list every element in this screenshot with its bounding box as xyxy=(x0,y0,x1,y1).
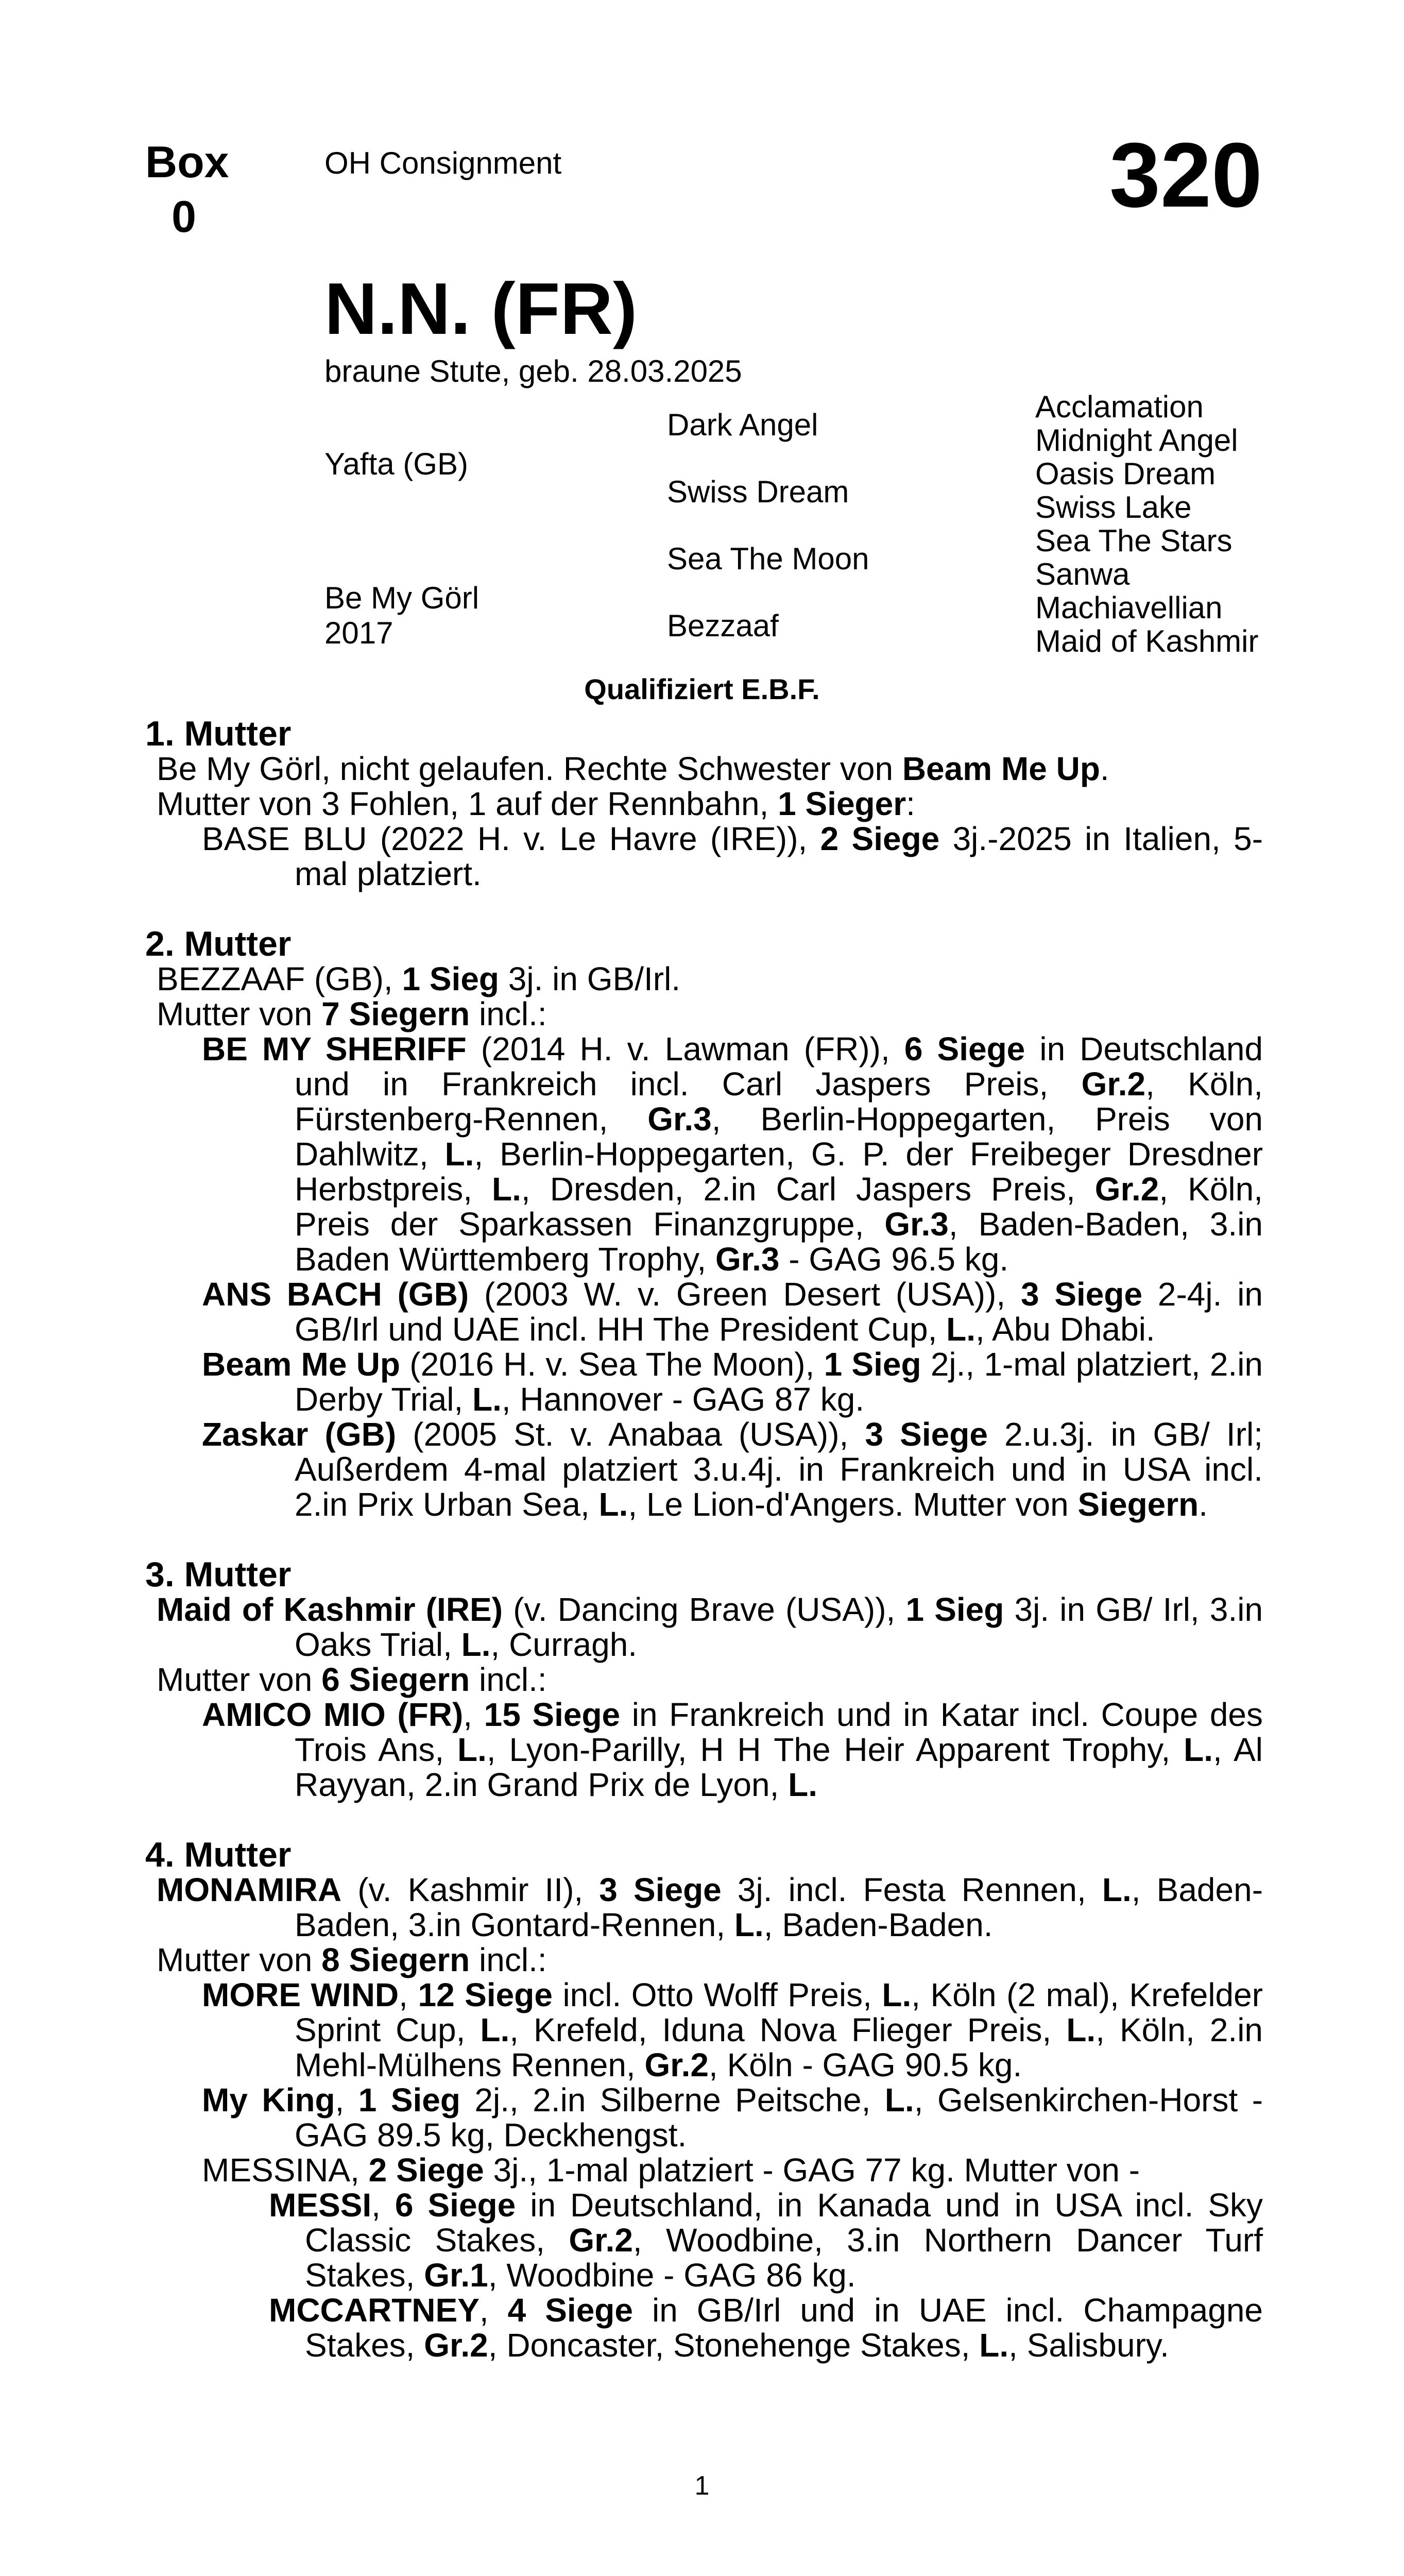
pedigree-gen3-3: Oasis Dream xyxy=(1035,456,1216,491)
section-4-grandoffspring-2: MCCARTNEY, 4 Siege in GB/Irl und in UAE incl. Champagne Stakes, Gr.2, Doncaster, Stonehenge Stakes, L., Salisbury. xyxy=(269,2292,1263,2364)
section-1-line-2: Mutter von 3 Fohlen, 1 auf der Rennbahn, 1 Sieger: xyxy=(157,785,915,822)
section-2-offspring-1: BE MY SHERIFF (2014 H. v. Lawman (FR)), 6 Siege in Deutschland und in Frankreich incl. Carl Jaspers Preis, Gr.2, Köln, Fürstenberg-Rennen, Gr.3, Berlin-Hoppegarten, Preis von Dahlwitz, L., Berlin-Hoppegarten, G. P. der Freibeger Dresdner Herbstpreis, L., Dresden, 2.in Carl Jaspers Preis, Gr.2, Köln, Preis der Sparkassen Finanzgruppe, Gr.3, Baden-Baden, 3.in Baden Württemberg Trophy, Gr.3 - GAG 96.5 kg. xyxy=(202,1030,1263,1278)
pedigree-gen3-6: Sanwa xyxy=(1035,557,1130,591)
pedigree-gen2-1: Dark Angel xyxy=(667,408,818,442)
lot-number: 320 xyxy=(1109,124,1262,226)
section-1-line-1: Be My Görl, nicht gelaufen. Rechte Schwester von Beam Me Up. xyxy=(157,750,1109,787)
horse-description: braune Stute, geb. 28.03.2025 xyxy=(324,354,742,388)
pedigree-gen2-2: Swiss Dream xyxy=(667,474,849,509)
section-4-title: 4. Mutter xyxy=(145,1835,292,1874)
section-2-offspring-4: Zaskar (GB) (2005 St. v. Anabaa (USA)), 3 Siege 2.u.3j. in GB/ Irl; Außerdem 4-mal platziert 3.u.4j. in Frankreich und in USA incl. 2.in Prix Urban Sea, L., Le Lion-d'Angers. Mutter von Siegern. xyxy=(202,1416,1263,1523)
qualification-note: Qualifiziert E.B.F. xyxy=(584,673,820,705)
section-4-offspring-1: MORE WIND, 12 Siege incl. Otto Wolff Preis, L., Köln (2 mal), Krefelder Sprint Cup, L., Krefeld, Iduna Nova Flieger Preis, L., Köln, 2.in Mehl-Mülhens Rennen, Gr.2, Köln - GAG 90.5 kg. xyxy=(202,1976,1263,2083)
pedigree-gen2-3: Sea The Moon xyxy=(667,541,869,576)
section-1-title: 1. Mutter xyxy=(145,714,292,753)
section-2-offspring-2: ANS BACH (GB) (2003 W. v. Green Desert (USA)), 3 Siege 2-4j. in GB/Irl und UAE incl. HH The President Cup, L., Abu Dhabi. xyxy=(202,1276,1263,1348)
pedigree-gen2-4: Bezzaaf xyxy=(667,608,779,643)
pedigree-gen3-1: Acclamation xyxy=(1035,389,1204,424)
section-4-offspring-2: My King, 1 Sieg 2j., 2.in Silberne Peitsche, L., Gelsenkirchen-Horst - GAG 89.5 kg, Deckhengst. xyxy=(202,2081,1263,2154)
section-2-offspring-3: Beam Me Up (2016 H. v. Sea The Moon), 1 Sieg 2j., 1-mal platziert, 2.in Derby Trial, L., Hannover - GAG 87 kg. xyxy=(202,1346,1263,1418)
section-2-line-1: BEZZAAF (GB), 1 Sieg 3j. in GB/Irl. xyxy=(157,960,681,997)
section-3-line-2: Mutter von 6 Siegern incl.: xyxy=(157,1661,547,1698)
section-4-line-2: Mutter von 8 Siegern incl.: xyxy=(157,1941,547,1978)
section-4-grandoffspring-1: MESSI, 6 Siege in Deutschland, in Kanada und in USA incl. Sky Classic Stakes, Gr.2, Woodbine, 3.in Northern Dancer Turf Stakes, Gr.1, Woodbine - GAG 86 kg. xyxy=(269,2187,1263,2294)
pedigree-gen3-7: Machiavellian xyxy=(1035,590,1223,625)
section-2-line-2: Mutter von 7 Siegern incl.: xyxy=(157,995,547,1032)
section-4-line-1: MONAMIRA (v. Kashmir II), 3 Siege 3j. incl. Festa Rennen, L., Baden-Baden, 3.in Gontard-Rennen, L., Baden-Baden. xyxy=(157,1871,1263,1943)
catalogue-text xyxy=(145,716,1263,2363)
pedigree-gen3-8: Maid of Kashmir xyxy=(1035,624,1259,658)
pedigree-gen3-2: Midnight Angel xyxy=(1035,423,1238,457)
section-2-title: 2. Mutter xyxy=(145,924,292,963)
pedigree-dam-year: 2017 xyxy=(324,616,393,650)
box-label-block xyxy=(145,135,229,244)
section-3-offspring-1: AMICO MIO (FR), 15 Siege in Frankreich und in Katar incl. Coupe des Trois Ans, L., Lyon-Parilly, H H The Heir Apparent Trophy, L., Al Rayyan, 2.in Grand Prix de Lyon, L. xyxy=(202,1696,1263,1803)
section-1-offspring-1: BASE BLU (2022 H. v. Le Havre (IRE)), 2 Siege 3j.-2025 in Italien, 5-mal platziert. xyxy=(202,820,1263,892)
section-3-title: 3. Mutter xyxy=(145,1555,292,1594)
pedigree-gen3-5: Sea The Stars xyxy=(1035,523,1232,558)
consignor: OH Consignment xyxy=(324,146,562,180)
page-number: 1 xyxy=(694,2471,710,2501)
box-label: Box xyxy=(145,138,229,187)
pedigree-dam: Be My Görl xyxy=(324,581,480,615)
section-3-line-1: Maid of Kashmir (IRE) (v. Dancing Brave (USA)), 1 Sieg 3j. in GB/ Irl, 3.in Oaks Trial, L., Curragh. xyxy=(157,1591,1263,1663)
horse-name: N.N. (FR) xyxy=(324,268,638,350)
section-4-offspring-3: MESSINA, 2 Siege 3j., 1-mal platziert - GAG 77 kg. Mutter von - xyxy=(202,2151,1140,2189)
pedigree-sire: Yafta (GB) xyxy=(324,447,468,481)
box-number: 0 xyxy=(172,192,196,242)
pedigree-gen3-4: Swiss Lake xyxy=(1035,490,1192,524)
